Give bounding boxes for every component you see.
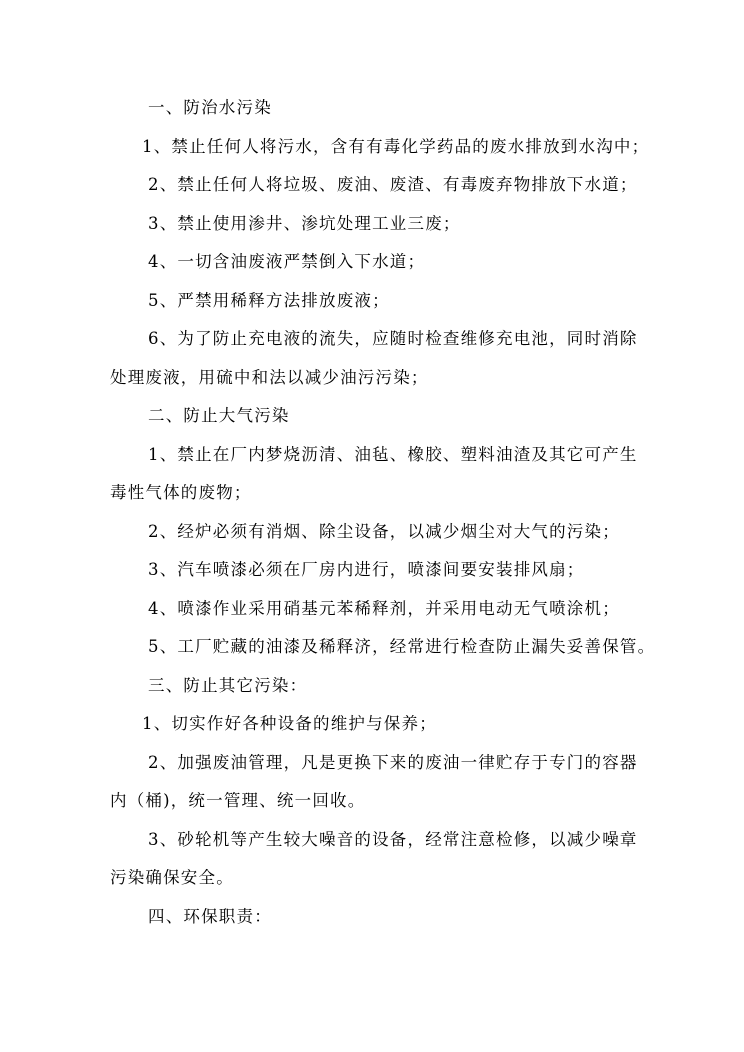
other-item-1: 1、切实作好各种设备的维护与保养； [142,714,437,733]
water-item-1: 1、禁止任何人将污水，含有有毒化学药品的废水排放到水沟中； [142,136,650,156]
water-item-5: 5、严禁用稀释方法排放废液； [148,290,390,310]
air-item-3: 3、汽车喷漆必须在厂房内进行，喷漆间要安装排风扇； [148,560,585,579]
heading-air-pollution: 二、防止大气污染 [148,406,290,425]
air-item-4: 4、喷漆作业采用硝基元苯稀释剂，并采用电动无气喷涂机； [148,598,620,618]
air-item-1-line-1: 1、禁止在厂内梦烧沥清、油毡、橡胶、塑料油渣及其它可产生 [148,444,638,464]
heading-other-pollution: 三、防止其它污染： [148,675,308,695]
other-item-3-line-1: 3、砂轮机等产生较大噪音的设备，经常注意检修，以减少噪章 [148,829,638,849]
water-item-4: 4、一切含油废液严禁倒入下水道； [148,252,426,271]
air-item-2: 2、经炉必须有消烟、除尘设备，以减少烟尘对大气的污染； [148,521,620,541]
water-item-2: 2、禁止任何人将垃圾、废油、废渣、有毒废弃物排放下水道； [148,175,638,194]
other-item-3-line-2: 污染确保安全。 [110,868,234,887]
water-item-3: 3、禁止使用渗井、渗坑处理工业三废； [148,213,461,233]
heading-water-pollution: 一、防治水污染 [148,98,272,117]
air-item-5: 5、工厂贮藏的油漆及稀释济，经常进行检查防止漏失妥善保管。 [148,637,656,656]
air-item-1-line-2: 毒性气体的废物； [110,483,252,502]
water-item-6-line-2: 处理废液，用硫中和法以减少油污污染； [110,367,429,387]
water-item-6-line-1: 6、为了防止充电液的流失，应随时检查维修充电池，同时消除 [148,329,638,348]
document-body [110,89,656,936]
heading-env-duties: 四、环保职责： [148,906,272,926]
other-item-2-line-1: 2、加强废油管理，凡是更换下来的废油一律贮存于专门的容器 [148,752,638,772]
other-item-2-line-2: 内（桶)，统一管理、统一回收。 [110,791,366,810]
